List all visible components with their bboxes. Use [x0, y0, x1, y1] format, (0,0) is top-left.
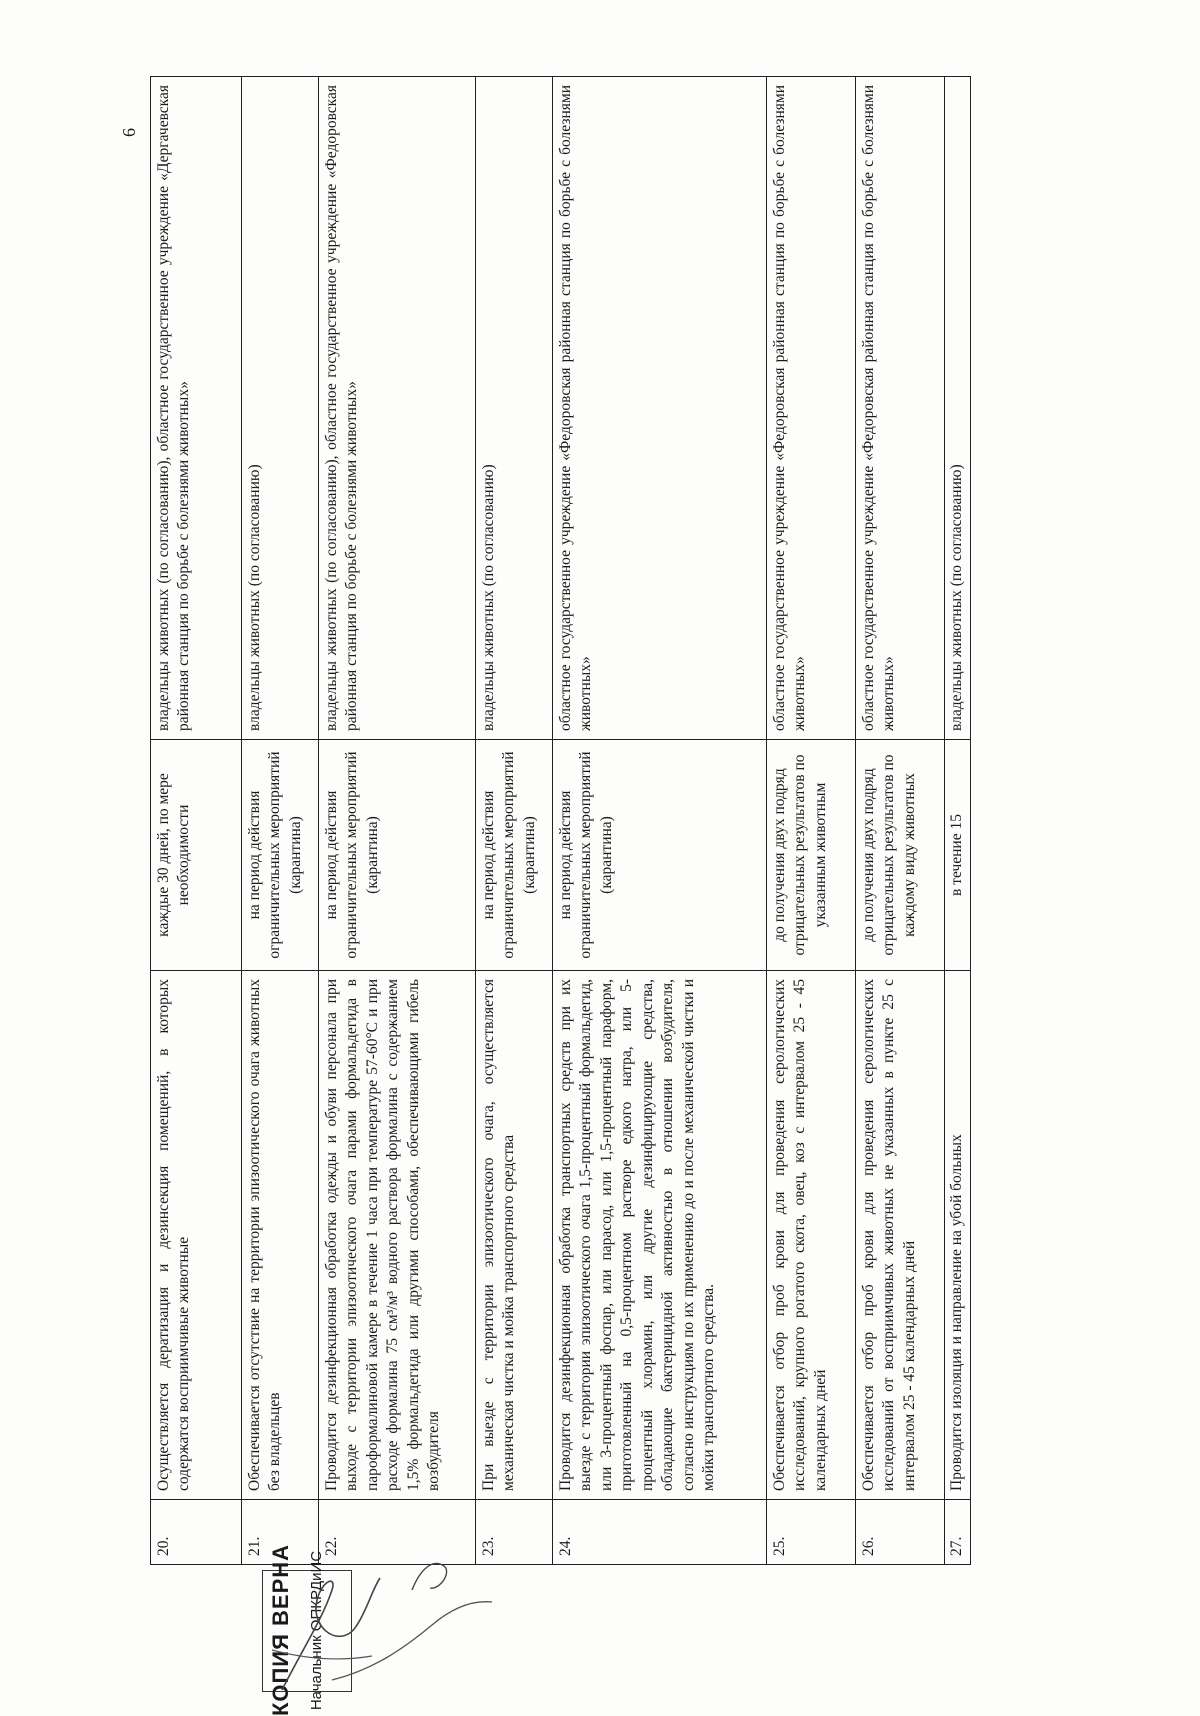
- table-row: [319, 77, 476, 1565]
- measure-cell: Обеспечивается отбор проб крови для проведения серологических исследований от восприимчивых животных не указанных в пункте 25 с интервалом 25 - 45 календарных дней: [856, 971, 945, 1500]
- row-number: 21.: [242, 1500, 319, 1565]
- responsible-cell: областное государственное учреждение «Федоровская районная станция по борьбе с болезнями животных»: [553, 77, 767, 740]
- row-number: 22.: [319, 1500, 476, 1565]
- responsible-cell: владельцы животных (по согласованию): [476, 77, 553, 740]
- term-cell: до получения двух подряд отрицательных результатов по указанным животным: [767, 740, 856, 971]
- measure-cell: Обеспечивается отбор проб крови для проведения серологических исследований, крупного рогатого скота, овец, коз с интервалом 25 - 45 календарных дней: [767, 971, 856, 1500]
- table-row: [767, 77, 856, 1565]
- row-number: 20.: [151, 1500, 242, 1565]
- table-row: [242, 77, 319, 1565]
- term-cell: до получения двух подряд отрицательных результатов по каждому виду животных: [856, 740, 945, 971]
- responsible-cell: владельцы животных (по согласованию): [945, 77, 971, 740]
- row-number: 26.: [856, 1500, 945, 1565]
- stamp-role-text: Начальник ОПКРДиИС: [308, 1550, 326, 1710]
- term-cell: на период действия ограничительных мероприятий (карантина): [319, 740, 476, 971]
- responsible-cell: областное государственное учреждение «Федоровская районная станция по борьбе с болезнями животных»: [767, 77, 856, 740]
- responsible-cell: владельцы животных (по согласованию), областное государственное учреждение «Федоровская районная станция по борьбе с болезнями животных»: [319, 77, 476, 740]
- responsible-cell: владельцы животных (по согласованию): [242, 77, 319, 740]
- measure-cell: Проводится изоляция и направление на убой больных: [945, 971, 971, 1500]
- term-cell: на период действия ограничительных мероприятий (карантина): [553, 740, 767, 971]
- signature: [262, 1530, 622, 1700]
- table-row: [945, 77, 971, 1565]
- page-number: [118, 112, 139, 152]
- measure-cell: Проводится дезинфекционная обработка транспортных средств при их выезде с территории эпизоотического очага 1,5-процентный формальдегид, или 3-процентный фоспар, или парасод, или 1,5-процентный параформ, приготовленный на 0,5-процентном растворе едкого натра, или 5-процентный хлорамин, или другие дезинфицирующие средства, обладающие бактерицидной активностью в отношении возбудителя, согласно инструкциям по их применению до и после механической чистки и мойки транспортного средства.: [553, 971, 767, 1500]
- table-row: [151, 77, 242, 1565]
- measure-cell: Проводится дезинфекционная обработка одежды и обуви персонала при выходе с территории эпизоотического очага парами формальдегида в пароформалиновой камере в течение 1 часа при температуре 57-60°С и при расходе формалина 75 см³/м³ водного раствора формалина с содержанием 1,5% формальдегида или другими способами, обеспечивающими гибель возбудителя: [319, 971, 476, 1500]
- responsible-cell: областное государственное учреждение «Федоровская районная станция по борьбе с болезнями животных»: [856, 77, 945, 740]
- measure-cell: Осуществляется дератизация и дезинсекция помещений, в которых содержатся восприимчивые животные: [151, 971, 242, 1500]
- measure-cell: При выезде с территории эпизоотического очага, осуществляется механическая чистка и мойка транспортного средства: [476, 971, 553, 1500]
- term-cell: на период действия ограничительных мероприятий (карантина): [242, 740, 319, 971]
- term-cell: в течение 15: [945, 740, 971, 971]
- row-number: 23.: [476, 1500, 553, 1565]
- table-row: [553, 77, 767, 1565]
- term-cell: каждые 30 дней, по мере необходимости: [151, 740, 242, 971]
- page-number-text: 6: [118, 127, 139, 137]
- stamp-title-text: КОПИЯ ВЕРНА: [268, 1543, 294, 1716]
- measure-cell: Обеспечивается отсутствие на территории эпизоотического очага животных без владельцев: [242, 971, 319, 1500]
- row-number: 27.: [945, 1500, 971, 1565]
- row-number: 24.: [553, 1500, 767, 1565]
- row-number: 25.: [767, 1500, 856, 1565]
- table-row: [476, 77, 553, 1565]
- term-cell: на период действия ограничительных мероприятий (карантина): [476, 740, 553, 971]
- responsible-cell: владельцы животных (по согласованию), областное государственное учреждение «Дергачевская районная станция по борьбе с болезнями животных»: [151, 77, 242, 740]
- table-row: [856, 77, 945, 1565]
- measures-table: [150, 76, 971, 1565]
- rotated-document: [150, 85, 1140, 1565]
